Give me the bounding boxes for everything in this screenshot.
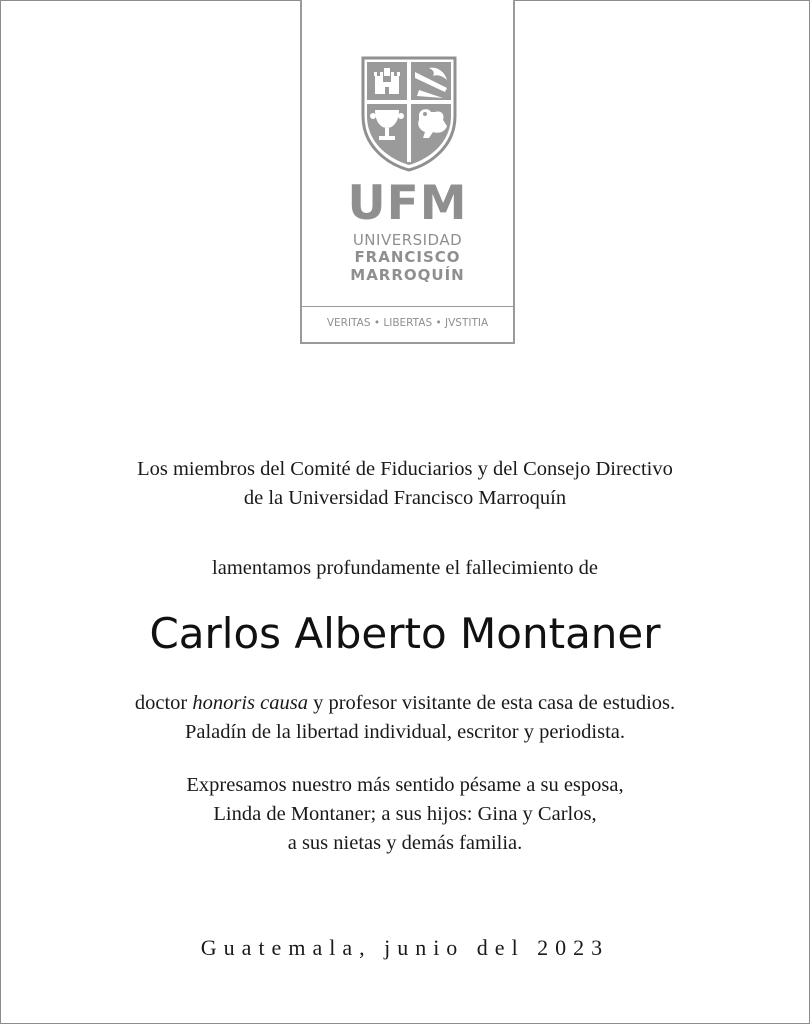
description-line-1 [1,689,809,718]
logo-acronym: UFM [347,176,468,231]
honoris-causa-italic: honoris causa [192,692,308,714]
deceased-name: Carlos Alberto Montaner [149,609,661,658]
description-line-2: Paladín de la libertad individual, escritor y periodista. [184,721,626,743]
lament-text: lamentamos profundamente el fallecimiento de [212,557,598,579]
intro-line-2: de la Universidad Francisco Marroquín [243,487,567,509]
logo-motto: VERITAS • LIBERTAS • JVSTITIA [326,317,489,329]
intro-text [1,455,809,513]
university-shield-icon [359,54,459,172]
condolence-line-1: Expresamos nuestro más sentido pésame a su esposa, [186,774,624,796]
description-prefix: doctor [134,692,193,714]
intro-line-1: Los miembros del Comité de Fiduciarios y del Consejo Directivo [137,458,673,480]
condolence-line-2: Linda de Montaner; a sus hijos: Gina y Carlos, [213,803,597,825]
condolence-line-3: a sus nietas y demás familia. [287,832,523,854]
ufm-logo-banner [300,0,515,344]
logo-name-line1: UNIVERSIDAD [352,231,463,249]
logo-name-line2: FRANCISCO [354,248,461,266]
description-text [1,689,809,747]
logo-name-line3: MARROQUÍN [350,266,465,284]
place-date-footer: Guatemala, junio del 2023 [200,935,610,960]
condolence-text [1,771,809,858]
logo-divider [302,306,513,307]
description-suffix: y profesor visitante de esta casa de estudios. [307,692,676,714]
